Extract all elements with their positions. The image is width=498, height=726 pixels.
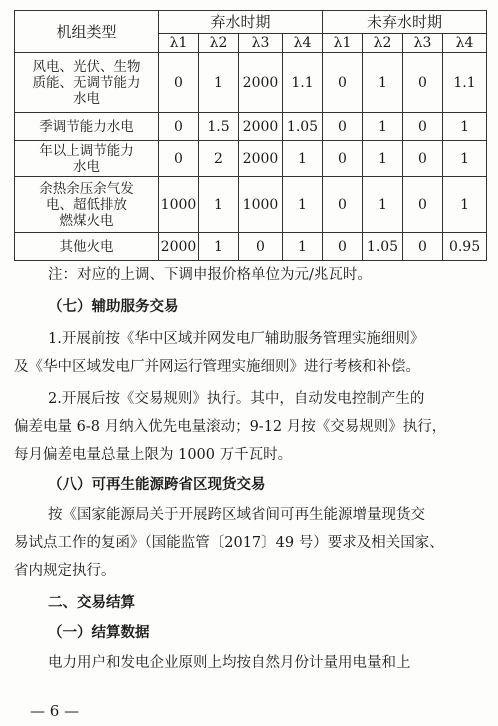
paragraph-2-line-1: 2.开展后按《交易规则》执行。其中，自动发电控制产生的 xyxy=(48,391,425,407)
table-cell: 0 xyxy=(239,233,283,261)
table-cell: 0 xyxy=(159,53,199,113)
table-cell: 1 xyxy=(199,53,239,113)
table-cell: 0.95 xyxy=(443,233,487,261)
table-cell: 0 xyxy=(403,233,443,261)
table-cell: 0 xyxy=(323,53,363,113)
sub-header: λ3 xyxy=(239,34,283,53)
group-header-abandoned: 弃水时期 xyxy=(159,11,323,34)
paragraph-3-line-3: 省内规定执行。 xyxy=(14,563,116,579)
paragraph-3-line-2: 易试点工作的复函》（国能监管〔2017〕49 号）要求及相关国家、 xyxy=(14,535,444,551)
table-cell: 2 xyxy=(199,141,239,177)
type-header: 机组类型 xyxy=(15,11,159,53)
table-cell: 1 xyxy=(443,113,487,141)
sub-header: λ4 xyxy=(443,34,487,53)
table-cell: 2000 xyxy=(239,53,283,113)
table-cell: 0 xyxy=(403,113,443,141)
table-cell: 2000 xyxy=(239,113,283,141)
table-cell: 1000 xyxy=(239,177,283,233)
paragraph-1-line-2: 及《华中区域发电厂并网运行管理实施细则》进行考核和补偿。 xyxy=(14,359,420,375)
table-cell: 1 xyxy=(363,141,403,177)
table-cell: 1000 xyxy=(159,177,199,233)
table-cell: 0 xyxy=(403,141,443,177)
lambda-table xyxy=(14,10,487,261)
table-cell: 0 xyxy=(323,177,363,233)
sub-header: λ1 xyxy=(159,34,199,53)
paragraph-4-line-1: 电力用户和发电企业原则上均按自然月份计量用电量和上 xyxy=(48,655,411,671)
table-cell: 1 xyxy=(283,233,323,261)
table-cell: 1 xyxy=(443,141,487,177)
table-row xyxy=(15,141,487,177)
table-cell: 1 xyxy=(283,141,323,177)
table-cell: 2000 xyxy=(159,233,199,261)
table-cell: 1 xyxy=(199,233,239,261)
table-row xyxy=(15,177,487,233)
row-label: 余热余压余气发 电、超低排放 燃煤火电 xyxy=(15,177,159,233)
table-cell: 0 xyxy=(323,113,363,141)
table-cell: 1.1 xyxy=(283,53,323,113)
table-cell: 0 xyxy=(159,141,199,177)
paragraph-2-line-3: 每月偏差电量总量上限为 1000 万千瓦时。 xyxy=(14,447,293,463)
sub-header: λ1 xyxy=(323,34,363,53)
row-label: 年以上调节能力 水电 xyxy=(15,141,159,177)
group-header-not-abandoned: 未弃水时期 xyxy=(323,11,487,34)
page-number: — 6 — xyxy=(30,702,80,720)
row-label: 季调节能力水电 xyxy=(15,113,159,141)
table-cell: 2000 xyxy=(239,141,283,177)
table-cell: 1.05 xyxy=(363,233,403,261)
table-cell: 1 xyxy=(443,177,487,233)
paragraph-1-line-1: 1.开展前按《华中区域并网发电厂辅助服务管理实施细则》 xyxy=(48,331,425,347)
row-label: 其他火电 xyxy=(15,233,159,261)
table-row xyxy=(15,113,487,141)
table-cell: 0 xyxy=(323,141,363,177)
paragraph-3-line-1: 按《国家能源局关于开展跨区域省间可再生能源增量现货交 xyxy=(48,507,425,523)
table-row xyxy=(15,233,487,261)
section-heading-8: （八）可再生能源跨省区现货交易 xyxy=(48,476,266,493)
table-cell: 1.05 xyxy=(283,113,323,141)
sub-header: λ3 xyxy=(403,34,443,53)
row-label: 风电、光伏、生物 质能、无调节能力 水电 xyxy=(15,53,159,113)
table-cell: 1.1 xyxy=(443,53,487,113)
sub-header: λ4 xyxy=(283,34,323,53)
table-cell: 0 xyxy=(323,233,363,261)
table-cell: 1 xyxy=(283,177,323,233)
table-cell: 0 xyxy=(159,113,199,141)
sub-header: λ2 xyxy=(363,34,403,53)
table-note: 注：对应的上调、下调申报价格单位为元/兆瓦时。 xyxy=(48,267,372,283)
section-heading-7: （七）辅助服务交易 xyxy=(48,298,179,315)
table-cell: 1.5 xyxy=(199,113,239,141)
table-cell: 1 xyxy=(199,177,239,233)
paragraph-2-line-2: 偏差电量 6-8 月纳入优先电量滚动；9-12 月按《交易规则》执行， xyxy=(14,419,447,435)
section-heading-one: （一）结算数据 xyxy=(48,624,150,641)
table-cell: 1 xyxy=(363,53,403,113)
table-cell: 0 xyxy=(403,53,443,113)
table-cell: 1 xyxy=(363,177,403,233)
table-row xyxy=(15,53,487,113)
sub-header: λ2 xyxy=(199,34,239,53)
table-cell: 1 xyxy=(363,113,403,141)
section-heading-two: 二、交易结算 xyxy=(48,594,135,611)
table-cell: 0 xyxy=(403,177,443,233)
